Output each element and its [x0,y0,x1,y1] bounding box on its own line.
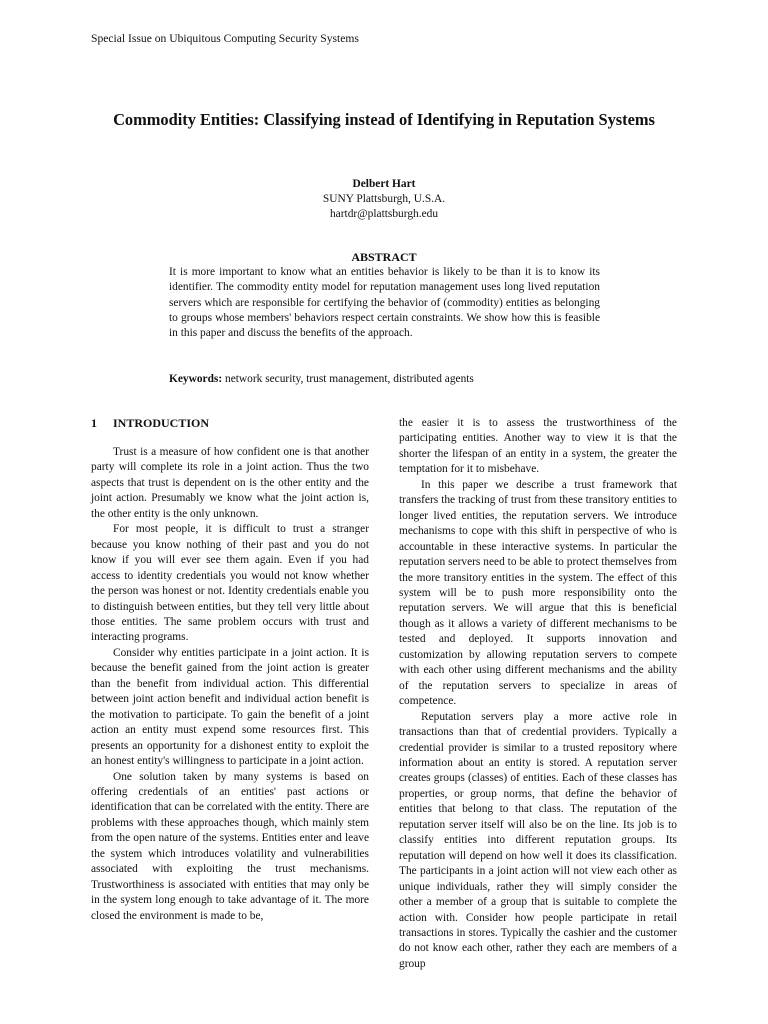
author-email: hartdr@plattsburgh.edu [329,208,439,220]
author-affiliation: SUNY Plattsburgh, U.S.A. [322,193,446,205]
left-paragraph-3: Consider why entities participate in a joint action. It is because the benefit gained from the joint action is greater than the benefit from individual action. This differential between joint action benefit and individual action benefit is the motivation to participate. To gain the benefit of a joint action an entity must expend some resources first. This presents an opportunity for a dishonest entity to exploit the an honest entity's willingness to participate in a joint action. [91,646,369,768]
paper-title: Commodity Entities: Classifying instead of Identifying in Reputation Systems [113,110,655,129]
left-paragraph-2: For most people, it is difficult to trust a stranger because you know nothing of their past and you do not know if you will ever see them again. Even if you had access to identity credentials you would not know whether the person was honest or not. Identity credentials enable you to distinguish between entities, but they tell very little about those entities. The same problem occurs with trust and interacting programs. [91,523,369,644]
left-paragraph-4: One solution taken by many systems is based on offering credentials of an entities' past actions or identification that can be correlated with the entity. There are problems with these approaches though, which mainly stem from the open nature of the systems. Entities enter and leave the system which introduces volatility and vulnerabilities associated with exploiting the trust mechanisms. Trustworthiness is associated with entities that may only be in the system long enough to take advantage of it. The more closed the environment is made to be, [91,770,369,922]
running-header: Special Issue on Ubiquitous Computing Security Systems [91,32,359,45]
keywords-label: Keywords: [169,373,223,385]
section-heading [91,416,369,431]
keywords-text: network security, trust management, distributed agents [225,373,474,385]
right-paragraph-3: Reputation servers play a more active role in transactions than that of credential providers. Typically a credential provider is similar to a trusted repository where information about an entity is stored. A reputation server creates groups (classes) of entities. Each of these classes has properties, or group norms, that define the behavior of entities that belong to that class. The reputation of the reputation server itself will also be on the line. Its job is to classify entities into different reputation groups. Its reputation will depend on how well it does its classification. The participants in a joint action will not view each other as unique individuals, rather they will simply consider the other a member of a group that is suitable to complete the action with. Consider how people participate in retail transactions in stores. Typically the cashier and the customer do not know each other, rather they each are members of a group [399,710,677,970]
right-paragraph-2: In this paper we describe a trust framework that transfers the tracking of trust from these transitory entities to longer lived entities, the reputation servers. We introduce mechanisms to cope with this shift in perspective of who is accountable in these interactive systems. In particular the reputation servers need to be able to protect themselves from the more transitory entities in the system. The effect of this system will be to push more responsibility onto the reputation servers. We will argue that this is beneficial though as it allows a variety of different mechanisms to be tested and deployed. It supports innovation and customization by allowing reputation servers to compete with each other using different mechanisms and the ability of the reputation servers to specialize in areas of competence. [399,478,677,708]
keywords-line [169,372,600,387]
section-number: 1 [91,416,97,430]
right-paragraph-1: the easier it is to assess the trustworthiness of the participating entities. Another way to view it is that the shorter the lifespan of an entity in a system, the greater the temptation for it to misbehave. [399,417,677,476]
author-block [200,177,568,222]
left-paragraph-1: Trust is a measure of how confident one is that another party will complete its role in a joint action. Thus the two aspects that trust is dependent on is the other entity and the joint action. Presumably we know what the joint action is, the other entity is the only unknown. [91,446,369,520]
abstract-text: It is more important to know what an entities behavior is likely to be than it is to know its identifier. The commodity entity model for reputation management uses long lived reputation servers which are responsible for certifying the behavior of (commodity) entities as belonging to groups whose members' behaviors respect certain constraints. We show how this is feasible in this paper and discuss the benefits of the approach. [169,266,600,340]
section-title: INTRODUCTION [113,416,210,430]
abstract-heading: ABSTRACT [351,250,417,264]
left-column [91,416,369,924]
right-column [399,416,677,972]
author-name: Delbert Hart [352,178,416,190]
